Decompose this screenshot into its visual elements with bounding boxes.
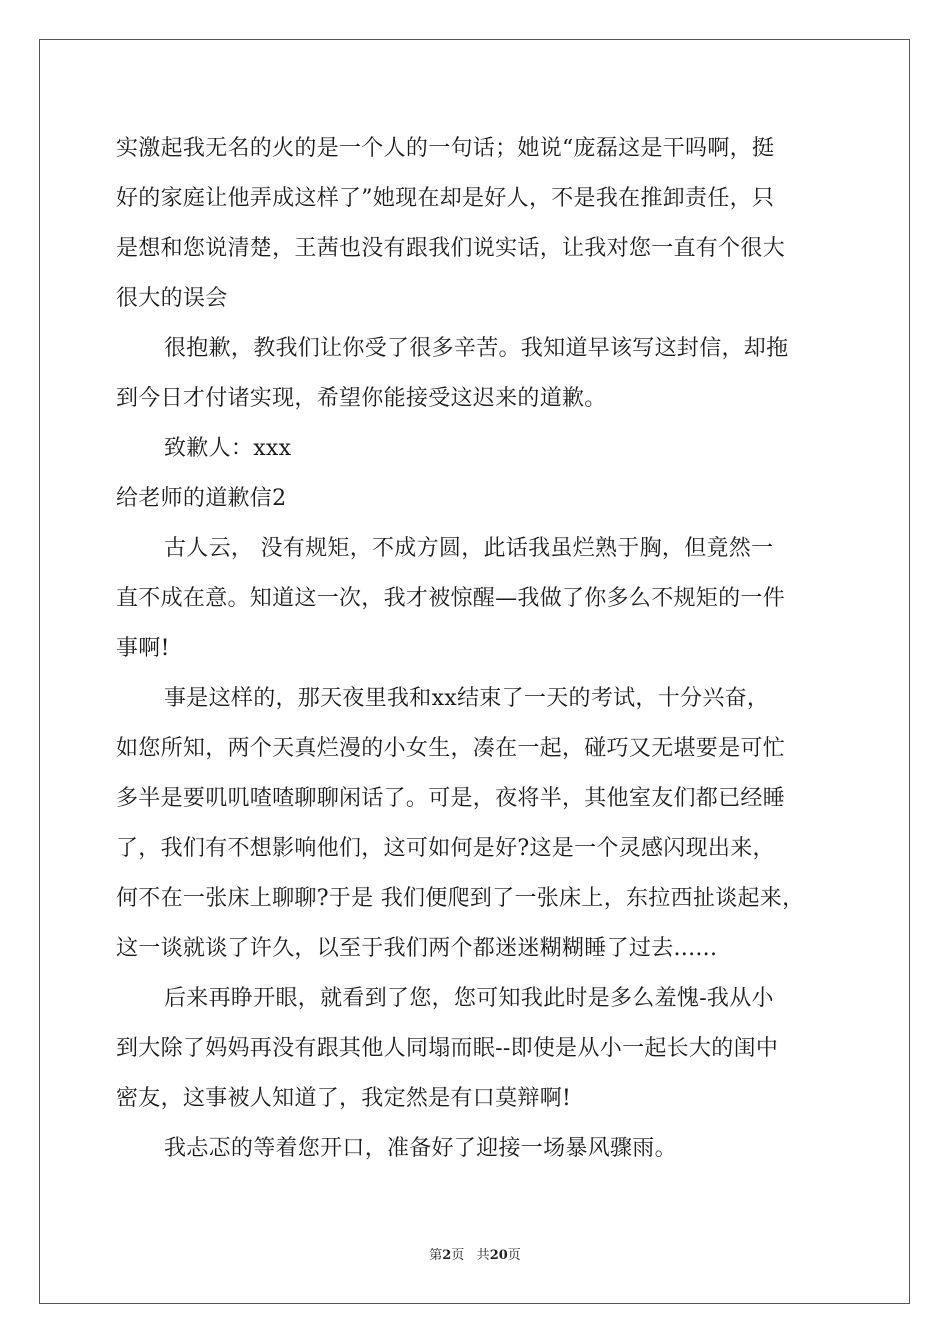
text-line: 给老师的道歉信2 — [116, 486, 287, 511]
text-line: 这一谈就谈了许久，以至于我们两个都迷迷糊糊睡了过去...... — [116, 936, 718, 961]
text-line: 后来再睁开眼，就看到了您，您可知我此时是多么羞愧-我从小 — [164, 986, 774, 1011]
text-line: 了，我们有不想影响他们，这可如何是好?这是一个灵感闪现出来， — [116, 836, 775, 861]
text-line: 古人云， 没有规矩，不成方圆，此话我虽烂熟于胸，但竟然一 — [164, 536, 774, 561]
text-line: 好的家庭让他弄成这样了”她现在却是好人，不是我在推卸责任，只 — [116, 186, 775, 211]
text-line: 何不在一张床上聊聊?于是 我们便爬到了一张床上，东拉西扯谈起来， — [116, 886, 805, 911]
text-line: 事啊! — [116, 636, 170, 661]
text-line: 事是这样的，那天夜里我和xx结束了一天的考试，十分兴奋， — [164, 686, 770, 711]
text-line: 致歉人：xxx — [164, 436, 292, 461]
text-line: 我忐忑的等着您开口，准备好了迎接一场暴风骤雨。 — [164, 1136, 677, 1161]
total-suffix: 页 — [507, 1248, 521, 1263]
page-footer — [0, 1244, 950, 1263]
total-prefix: 共 — [476, 1248, 490, 1263]
page-suffix: 页 — [451, 1248, 465, 1263]
text-line: 密友，这事被人知道了，我定然是有口莫辩啊! — [116, 1086, 572, 1111]
page-prefix: 第 — [429, 1248, 443, 1263]
text-line: 很抱歉，教我们让你受了很多辛苦。我知道早该写这封信，却拖 — [164, 336, 789, 361]
text-line: 是想和您说清楚，王茜也没有跟我们说实话，让我对您一直有个很大 — [116, 236, 786, 261]
text-line: 很大的误会 — [116, 286, 228, 311]
text-line: 实激起我无名的火的是一个人的一句话；她说“庞磊这是干吗啊，挺 — [116, 136, 775, 161]
text-line: 到大除了妈妈再没有跟其他人同塌而眠--即使是从小一起长大的闺中 — [116, 1036, 779, 1061]
text-line: 多半是要叽叽喳喳聊聊闲话了。可是，夜将半，其他室友们都已经睡 — [116, 786, 786, 811]
document-body — [116, 124, 836, 1174]
text-line: 到今日才付诸实现，希望你能接受这迟来的道歉。 — [116, 386, 607, 411]
text-line: 直不成在意。知道这一次，我才被惊醒—我做了你多么不规矩的一件 — [116, 586, 786, 611]
page-number: 2 — [442, 1248, 452, 1263]
text-line: 如您所知，两个天真烂漫的小女生，凑在一起，碰巧又无堪要是可忙 — [116, 736, 786, 761]
total-number: 20 — [489, 1248, 508, 1263]
